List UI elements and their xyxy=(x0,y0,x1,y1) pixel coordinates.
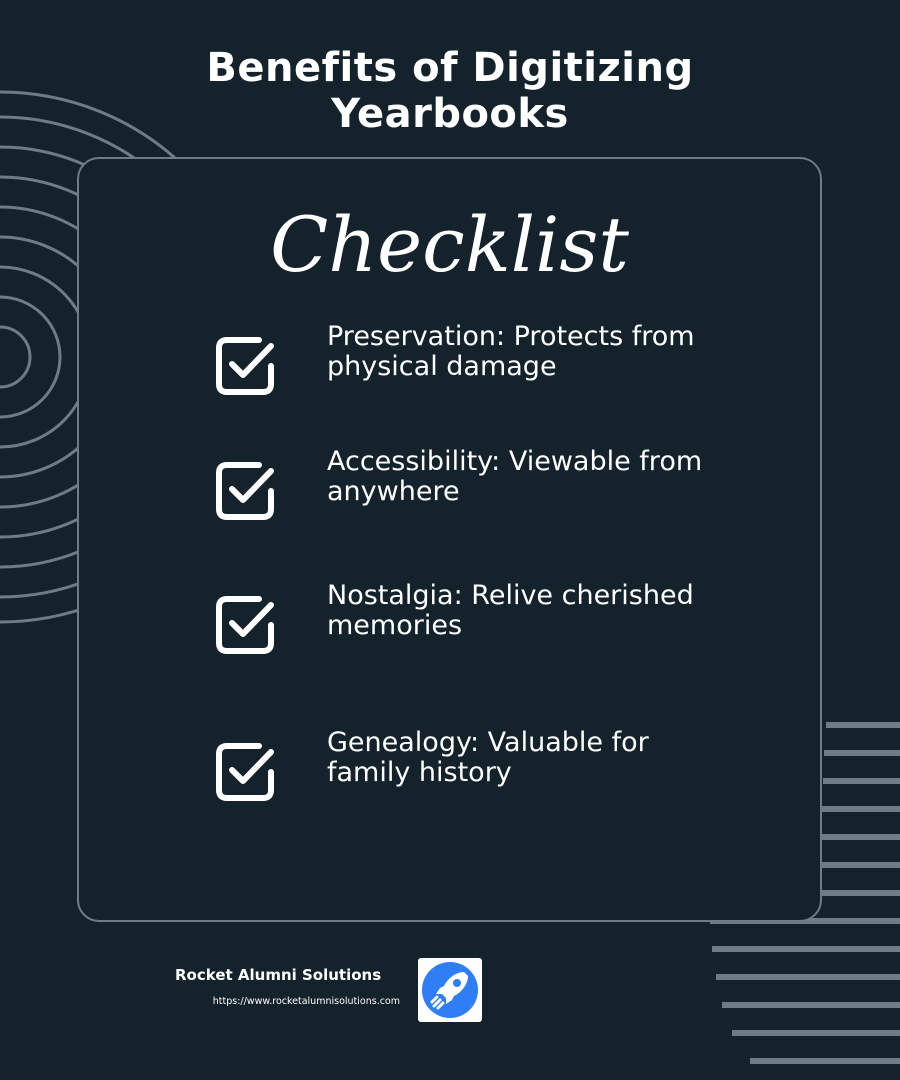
label-line-2: family history xyxy=(327,757,512,788)
label-line-2: physical damage xyxy=(327,351,557,382)
checklist-card xyxy=(77,157,822,922)
title-line-1: Benefits of Digitizing xyxy=(206,45,694,91)
checklist-item-label xyxy=(327,322,767,382)
company-logo xyxy=(418,958,482,1022)
rocket-icon xyxy=(418,958,482,1022)
label-line-2: memories xyxy=(327,610,463,641)
checkbox-checked-icon xyxy=(215,336,275,396)
page-title xyxy=(0,45,900,137)
checkbox-checked-icon xyxy=(215,742,275,802)
checklist-item-nostalgia xyxy=(215,580,775,665)
label-line-1: Nostalgia: Relive cherished xyxy=(327,580,694,611)
checklist-item-preservation xyxy=(215,321,775,406)
checkbox-checked-icon xyxy=(215,461,275,521)
label-line-1: Accessibility: Viewable from xyxy=(327,446,703,477)
checklist-item-label xyxy=(327,728,767,788)
label-line-1: Genealogy: Valuable for xyxy=(327,727,649,758)
footer-url[interactable]: https://www.rocketalumnisolutions.com xyxy=(212,996,400,1007)
checklist-item-label xyxy=(327,581,767,641)
label-line-2: anywhere xyxy=(327,476,460,507)
checkbox-checked-icon xyxy=(215,595,275,655)
checklist-item-genealogy xyxy=(215,727,775,812)
checklist-item-accessibility xyxy=(215,446,775,531)
footer-company-name: Rocket Alumni Solutions xyxy=(175,966,382,984)
checklist-item-label xyxy=(327,447,767,507)
label-line-1: Preservation: Protects from xyxy=(327,321,695,352)
title-line-2: Yearbooks xyxy=(331,91,569,137)
checklist-heading: Checklist xyxy=(270,200,629,289)
